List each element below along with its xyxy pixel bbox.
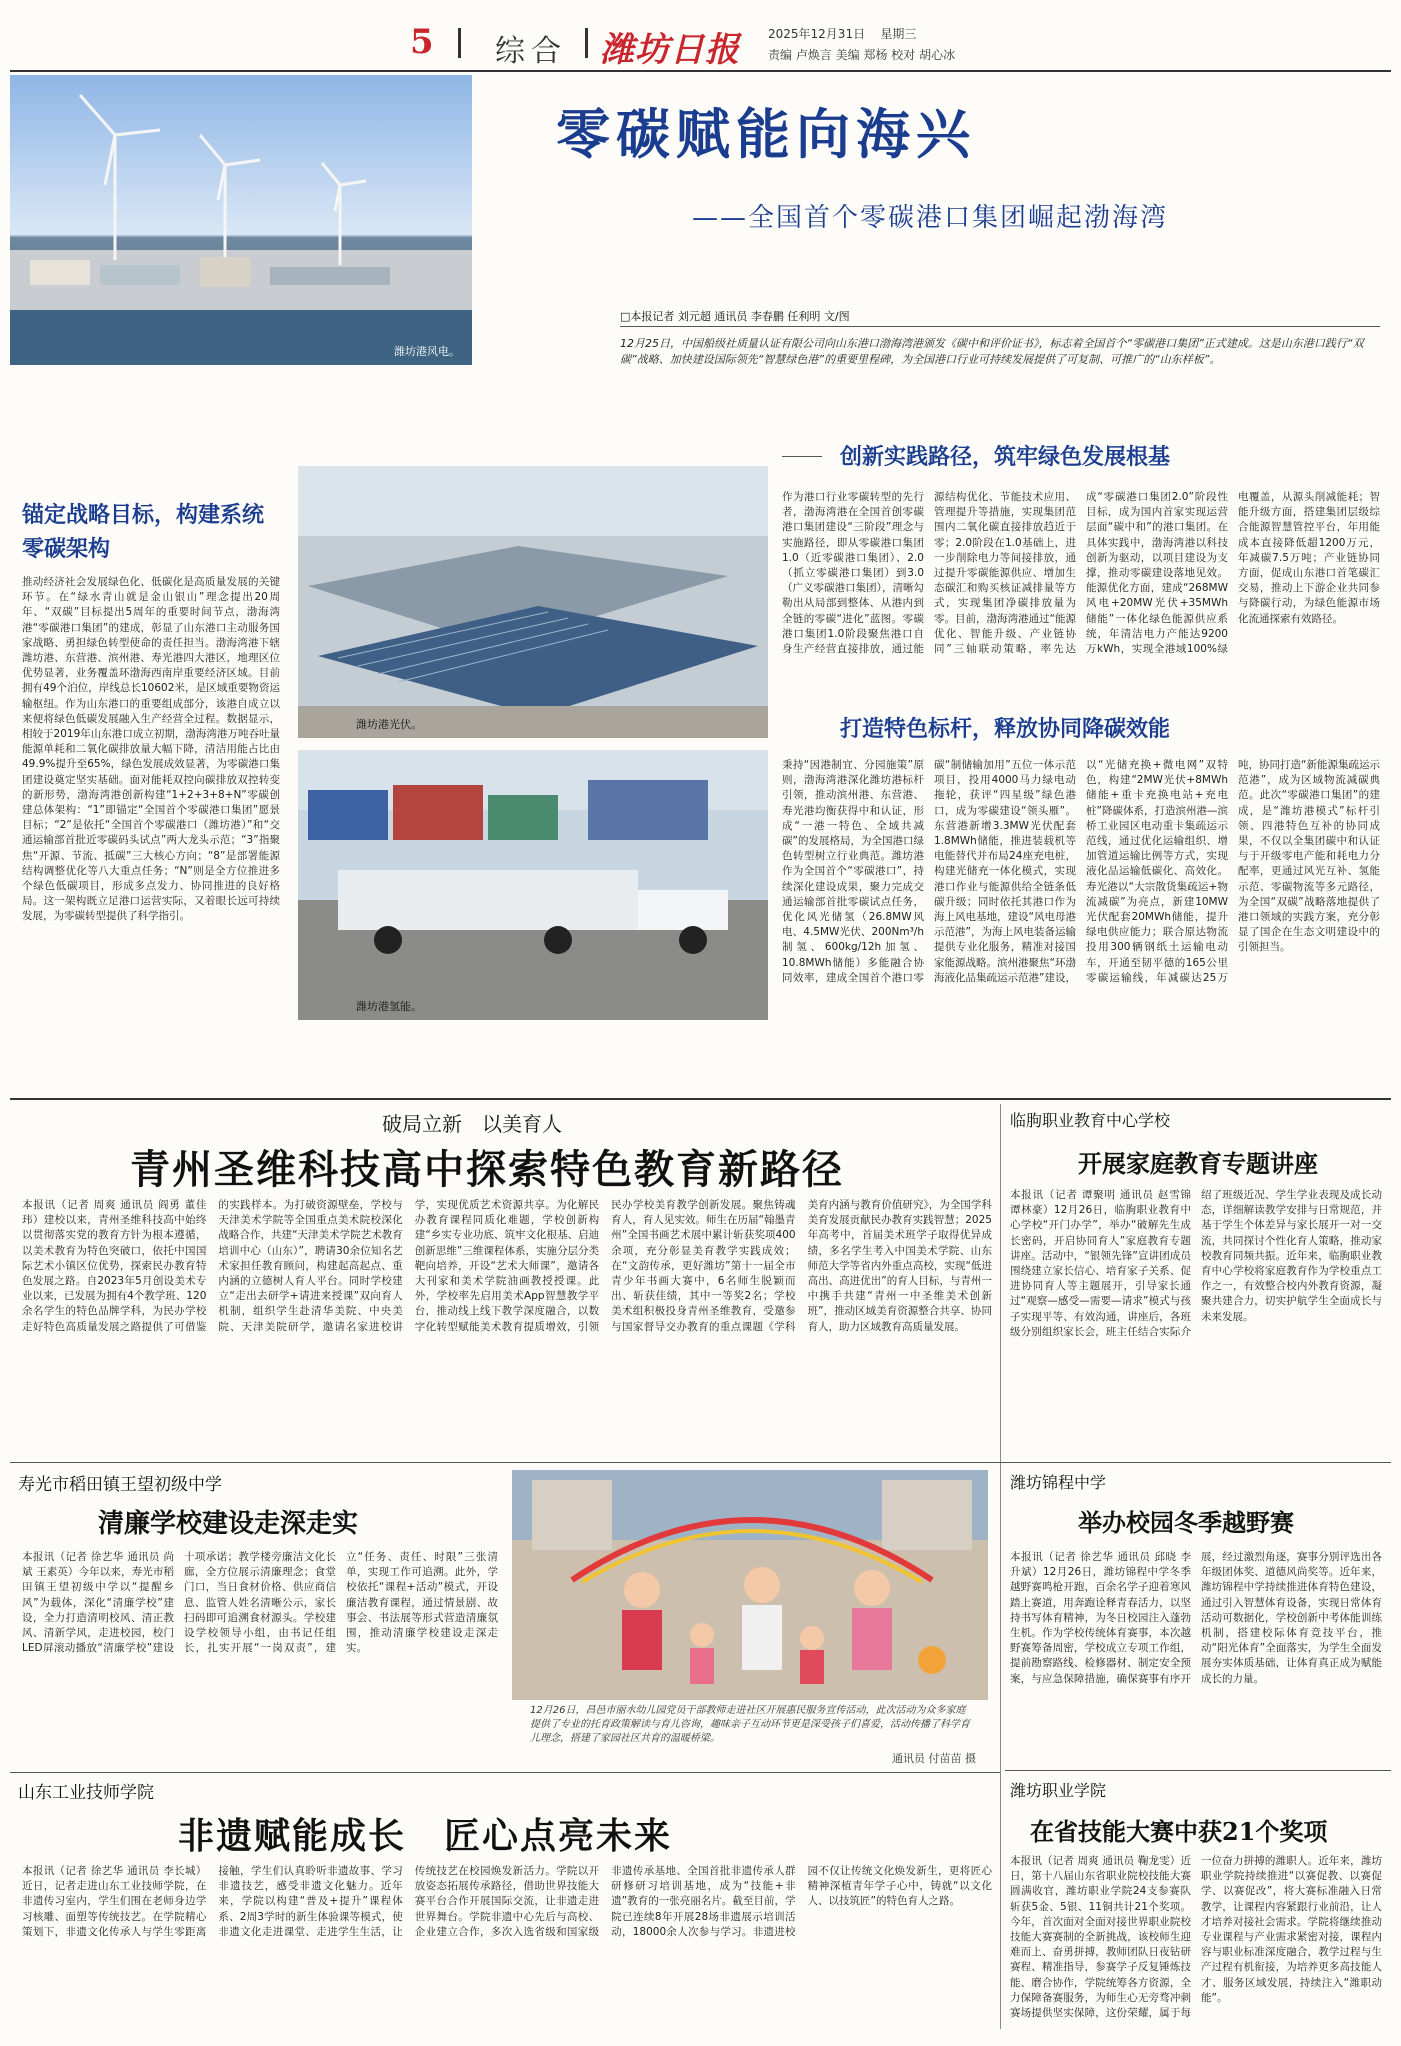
page-header	[0, 0, 1401, 70]
section-name: 综合	[495, 34, 567, 69]
photo-caption: 潍坊港风电。	[394, 345, 460, 358]
section-rule	[10, 1772, 1000, 1773]
community-event-photo	[512, 1470, 988, 1766]
section-rule	[10, 1098, 1391, 1100]
wind-port-photo	[10, 75, 472, 365]
title-rule	[782, 456, 822, 457]
byline-rule	[620, 326, 1380, 327]
article-title: 在省技能大赛中获21个奖项	[1030, 1817, 1328, 1846]
section3-text: 秉持“因港制宜、分园施策”原则，渤海湾港深化潍坊港标杆引领，推动滨州港、东营港、寿光港均衡获得中和认证，形成“一港一特色、全域共减碳”的发展格局，为全国港口绿色转型树立行业典范。潍坊港作为全国首个“零碳港口”，持续深化建设成果，聚力完成交通运输部首批零碳试点任务，优化风光储氢（26.8MW风电、4.5MW光伏、200Nm³/h制氢、600kg/12h加氢、10.8MWh储能）多能融合协同效率，建成全国首个港口零碳“制储输加用”五位一体示范项目，投用4000马力绿电动拖轮，获评“四星级”绿色港口，成为零碳建设“领头雁”。东营港新增3.3MW光伏配套1.8MWh储能，推进装载机等电能替代并布局24座充电桩，构建光储充一体化模式，实现港口作业与能源供给全链条低碳升级；同时依托其港口作为海上风电基地，建设“风电母港示范港”，为海上风电装备运输提供专业化服务，精准对接国家能源战略。滨州港聚焦“环渤海液化品集疏运示范港”建设，以“光储充换+微电网”双特色，构建“2MW光伏+8MWh储能+重卡充换电站+充电桩”降碳体系，打造滨州港—滨桥工业园区电动重卡集疏运示范线，通过优化运输组织、增加管道运输比例等方式，实现液化品运输低碳化、高效化。寿光港以“大宗散货集疏运+物流减碳”为亮点，新建10MW光伏配套20MWh储能，提升绿电供应能力；联合原达物流投用300辆钢纸土运输电动车，开通至韧平德的165公里零碳运输线，年减碳达25万吨，协同打造“新能源集疏运示范港”，成为区域物流减碳典范。此次“零碳港口集团”的建成，是“潍坊港模式”标杆引领、四港特色互补的协同成果，不仅以全集团碳中和认证与于开级零电产能和耗电力分配率，更通过风光互补、氢能示范、零碳物流等多元路径，为全国“双碳”战略落地提供了港口领域的实践方案，充分彰显了国企在生态文明建设中的引领担当。	[782, 759, 1380, 984]
article-title: 开展家庭教育专题讲座	[1078, 1149, 1318, 1178]
feature-title: 零碳赋能向海兴	[556, 102, 976, 166]
article-unit: 潍坊职业学院	[1010, 1781, 1107, 1800]
feature-lead: 12月25日，中国船级社质量认证有限公司向山东港口渤海湾港颁发《碳中和评价证书》，标志着全国首个“零碳港口集团”正式建成。这是山东港口践行“双碳”战略、加快建设国际领先“智慧绿色港”的重要里程碑，为全国港口行业可持续发展提供了可复制、可推广的“山东样板”。	[620, 337, 1364, 366]
solar-port-photo	[298, 466, 768, 738]
section1-title: 锚定战略目标，构建系统零碳架构	[22, 502, 265, 562]
article-text: 本报讯（记者 谭聚明 通讯员 赵雪锦 谭林豪）12月26日，临朐职业教育中心学校“开门办学”，举办“破解先生成长密码，开启协同育人”家庭教育专题讲座。活动中，“银领先锋”宣讲团成员围绕建立家长信心、培育家子关系、促进协同育人等主题展开，引导家长通过“观察—感受—需要—请求”模式与孩子实现平等、有效沟通，讲座后，各班级分别组织家长会，班主任结合实际介绍了班级近况、学生学业表现及成长动态，详细解读教学安排与日常规范，并基于学生个体差异与家长展开一对一交流，共同探讨个性化育人策略，推动家校教育同频共振。近年来，临朐职业教育中心学校将家庭教育作为学校重点工作之一，有效整合校内外教育资源，凝聚共建合力，切实护航学生全面成长与未来发展。	[1010, 1189, 1382, 1338]
article-title: 清廉学校建设走深走实	[98, 1509, 359, 1539]
article-text: 本报讯（记者 徐艺华 通讯员 尚斌 王素英）今年以来，寿光市稻田镇王望初级中学以“提醒乡风”为载体，深化“清廉学校”建设，全力打造清明校风、清正教风、清新学风，走进校园，校门LED屏滚动播放“清廉学校”建设十项承诺；教学楼旁廉洁文化长廊，全方位展示清廉理念；食堂门口，当日食材价格、供应商信息、监管人姓名清晰公示，家长扫码即可追溯食材源头。学校建设学校领导小组，由书记任组长，扎实开展“一岗双责”，建立“任务、责任、时限”三张清单，实现工作可追溯。此外，学校依托“课程+活动”模式，开设廉洁教育课程，通过情景剧、故事会、书法展等形式营造清廉氛围，推动清廉学校建设走深走实。	[22, 1551, 498, 1655]
article-unit: 山东工业技师学院	[18, 1783, 154, 1803]
section3-title: 打造特色标杆，释放协同降碳效能	[840, 716, 1171, 742]
staff-credits: 责编 卢焕言 美编 郑杨 校对 胡心冰	[768, 48, 956, 62]
header-divider	[585, 28, 588, 58]
photo-caption: 12月26日，昌邑市丽水幼儿园党员干部教师走进社区开展惠民服务宣传活动，此次活动为众多家庭提供了专业的托育政策解读与育儿咨询，趣味亲子互动环节更是深受孩子们喜爱，活动传播了科学育儿理念，搭建了家园社区共育的温暖桥梁。	[530, 1705, 970, 1744]
section1-text: 推动经济社会发展绿色化、低碳化是高质量发展的关键环节。在“绿水青山就是金山银山”理念提出20周年、“双碳”目标提出5周年的重要时间节点，渤海湾港“零碳港口集团”的建成，彰显了山东港口主动服务国家战略、勇担绿色转型使命的责任担当。渤海湾港下辖潍坊港、东营港、滨州港、寿光港四大港区，地理区位优势显著，业务覆盖环渤海西南岸重要经济区域。目前拥有49个泊位，岸线总长10602米，是区域重要物资运输枢纽。作为山东港口的重要组成部分，该港自成立以来便将绿色低碳发展融入生产经营全过程。数据显示，相较于2019年山东港口成立初期，渤海湾港万吨吞吐量能源单耗和二氧化碳排放量大幅下降，清洁用能占比由49.9%提升至65%，绿色发展成效显著，为零碳港口集团建设奠定坚实基础。面对能耗双控向碳排放双控转变的新形势，渤海湾港创新构建“1+2+3+8+N”零碳创建总体架构：“1”即锚定“全国首个零碳港口集团”愿景目标；“2”是依托“全国首个零碳港口（潍坊港）”和“交通运输部首批近零碳码头试点”两大龙头示范；“3”指聚焦“开源、节流、抵碳”三大核心方向；“8”是部署能源结构调整优化等八大重点任务；“N”则是全方位推进多个绿色低碳项目，形成多点发力、协同推进的良好格局。这一架构既立足港口运营实际，又着眼长远可持续发展，为零碳转型提供了科学指引。	[22, 576, 280, 923]
article-text: 本报讯（记者 周爽 通讯员 阎勇 董佳玮）建校以来，青州圣维科技高中始终以贯彻落实党的教育方针为根本遵循，以美术教育为特色突破口，依托中国国际艺术小镇区位优势，探索民办教育特色发展之路。自2023年5月创设美术专业以来，已发展为拥有4个教学班、120余名学生的特色品牌学科，为民办学校走好特色高质量发展之路提供了可借鉴的实践样本。为打破资源壁垒，学校与天津美术学院等全国重点美术院校深化战略合作，共建“天津美术学院艺术教育培训中心（山东）”，聘请30余位知名艺术家担任教育顾问，构建起高起点、重内涵的立德树人育人平台。同时学校建立“走出去研学+请进来授课”双向育人机制，组织学生赴清华美院、中央美院、天津美院研学，邀请名家进校讲学，实现优质艺术资源共享。为化解民办教育课程同质化难题，学校创新构建“乡实专业功底、筑牢文化根基、启迪创新思维”三维课程体系，实施分层分类靶向培养，开设“艺术大师课”，邀请各大刊家和美术学院油画教授授课。此外，学校率先启用美术App智慧教学平台，推动线上线下教学深度融合，以数字化转型赋能美术教育提质增效，引领民办学校美育教学创新发展。聚焦铸魂育人，育人见实效。师生在历届“翰墨青州”全国书画艺术展中累计斩获奖项400余项，充分彰显美育教学实践成效；在“文韵传承，更好潍坊”第十一届全市青少年书画大赛中，6名师生脱颖而出、斩获佳绩，其中一等奖2名；学校美术组积极投身青州圣维教育，受邀参与国家督导交办教育的重点课题《学科美育内涵与教育价值研究》，为全国学科美育发展贡献民办教育实践智慧；2025年高考中，首届美术班学子取得优异成绩，多名学生考入中国美术学院、山东师范大学等省内外重点高校，实现“低进高出、高进优出”的育人目标，与青州一中携手共建“青州一中圣维美术创新班”，推动区域美育资源整合共享、协同育人，助力区域教育高质量发展。	[22, 1199, 992, 1333]
article-title: 青州圣维科技高中探索特色教育新路径	[130, 1146, 844, 1193]
section2-text: 作为港口行业零碳转型的先行者，渤海湾港在全国首创零碳港口集团建设“三阶段”理念与实施路径，即从零碳港口集团1.0（近零碳港口集团）、2.0（抓立零碳港口集团）到3.0（广义零碳港口集团），清晰勾勒出从局部到整体、从港内到全链的零碳“进化”蓝图。零碳港口集团1.0阶段聚焦港口自身生产经营直接排放，通过能源结构优化、节能技术应用、管理提升等措施，实现集团范围内二氧化碳直接排放趋近于零；2.0阶段在1.0基础上，进一步削除电力等间接排放，通过提升零碳能源供应、增加生态碳汇和购买核证减排量等方式，实现集团净碳排放量为零。目前，渤海湾港通过“能源优化、智能升级、产业链协同”三轴联动策略，率先达成“零碳港口集团2.0”阶段性目标，成为国内首家实现运营层面“碳中和”的港口集团。在具体实践中，渤海湾港以科技创新为驱动，以项目建设为支撑，推动零碳建设落地见效。能源优化方面，建成“268MW风电+20MW光伏+35MWh储能”一体化绿色能源供应系统，年清洁电力产能达9200万kWh，实现全港域100%绿电覆盖，从源头削减能耗；智能升级方面，搭建集团层级综合能源智慧管控平台，年用能成本直接降低超1200万元，年减碳7.5万吨；产业链协同方面，促成山东港口首笔碳汇交易，推动上下游企业共同参与降碳行动，为绿色能源市场化流通探索有效路径。	[782, 491, 1380, 656]
photo-caption: 潍坊港光伏。	[356, 718, 422, 731]
feature-byline: □本报记者 刘元超 通讯员 李春鹏 任利明 文/图	[620, 310, 850, 323]
article-text: 本报讯（记者 徐艺华 通讯员 李长城）近日，记者走进山东工业技师学院，在非遗传习室内，学生们围在老师身边学习核雕、面塑等传统技艺。在学院精心策划下，非遗文化传承人与学生零距离接触，学生们认真聆听非遗故事、学习非遗技艺，感受非遗文化魅力。近年来，学院以构建“普及+提升”课程体系、2周3学时的新生体验课等模式，使非遗文化走进课堂、走进学生生活，让传统技艺在校园焕发新活力。学院以开放姿态拓展传承路径，借助世界技能大赛平台合作开展国际交流，让非遗走进世界舞台。学院非遗中心先后与高校、企业建立合作，多次入选省级和国家级非遗传承基地、全国首批非遗传承人群研修研习培训基地，成为“技能+非遗”教育的一张亮丽名片。截至目前，学院已连续8年开展28场非遗展示培训活动，18000余人次参与学习。非遗进校园不仅让传统文化焕发新生，更将匠心精神深植青年学子心中，铸就“以文化人、以技筑匠”的特色育人之路。	[22, 1865, 992, 1938]
article-kicker: 破局立新 以美育人	[382, 1112, 562, 1136]
photo-caption: 潍坊港氢能。	[356, 1000, 422, 1013]
paper-name: 潍坊日报	[600, 30, 740, 70]
article-title: 非遗赋能成长 匠心点亮未来	[178, 1815, 673, 1857]
article-title: 举办校园冬季越野赛	[1078, 1508, 1294, 1537]
article-text: 本报讯（记者 周爽 通讯员 鞠龙雯）近日，第十八届山东省职业院校技能大赛圆满收官，潍坊职业学院24支参赛队斩获5金、5银、11铜共计21个奖项。今年，首次面对全面对接世界职业院校技能大赛赛制的全新挑战，该校师生迎难而上、奋勇拼搏，教师团队日夜钻研赛程、精准指导，参赛学子反复锤炼技能、磨合协作，学院统筹各方资源，全力保障备赛服务，为师生心无旁骛冲刺赛场提供坚实保障，这份荣耀，属于每一位奋力拼搏的潍职人。近年来，潍坊职业学院持续推进“以赛促教、以赛促学、以赛促改”，将大赛标准融入日常教学，让课程内容紧跟行业前沿，让人才培养对接社会需求。学院将继续推动专业课程与产业需求紧密对接，课程内容与职业标准深度融合，教学过程与生产过程有机衔接，为培养更多高技能人才、服务区域发展，持续注入“潍职动能”。	[1010, 1855, 1382, 2020]
section2-title: 创新实践路径，筑牢绿色发展根基	[840, 444, 1171, 470]
header-rule	[10, 70, 1391, 72]
section-rule	[1005, 1770, 1391, 1771]
article-text: 本报讯（记者 徐艺华 通讯员 邱晓 李升斌）12月26日，潍坊锦程中学冬季越野赛鸣枪开跑，百余名学子迎着寒风踏上赛道，用奔跑诠释青春活力，以坚持书写体育精神，为冬日校园注入蓬勃生机。作为学校传统体育赛事，本次越野赛筹备周密，学校成立专项工作组，提前勘察路线、检修器材、制定安全预案，与应急保障措施，确保赛事有序开展，经过激烈角逐，赛事分别评选出各年级团体奖、道德风尚奖等。近年来，潍坊锦程中学持续推进体育特色建设，通过引入智慧体育设备，实现日常体育活动可数据化，学校创新中考体能训练机制，搭建校际体育竞技平台，推动“阳光体育”全面落实，为学生全面发展夯实体质基础，让体育真正成为赋能成长的力量。	[1010, 1551, 1382, 1685]
issue-date: 2025年12月31日 星期三	[768, 27, 917, 41]
article-unit: 潍坊锦程中学	[1010, 1473, 1107, 1492]
section-rule	[10, 1462, 1391, 1463]
hydrogen-port-photo	[298, 750, 768, 1020]
article-unit: 寿光市稻田镇王望初级中学	[18, 1475, 222, 1495]
feature-subtitle: ——全国首个零碳港口集团崛起渤海湾	[692, 203, 1169, 233]
photo-credit: 通讯员 付苗苗 摄	[892, 1752, 976, 1765]
page-number: 5	[410, 22, 434, 62]
column-rule	[1000, 1104, 1001, 2029]
header-divider	[458, 28, 461, 58]
article-unit: 临朐职业教育中心学校	[1010, 1111, 1171, 1130]
